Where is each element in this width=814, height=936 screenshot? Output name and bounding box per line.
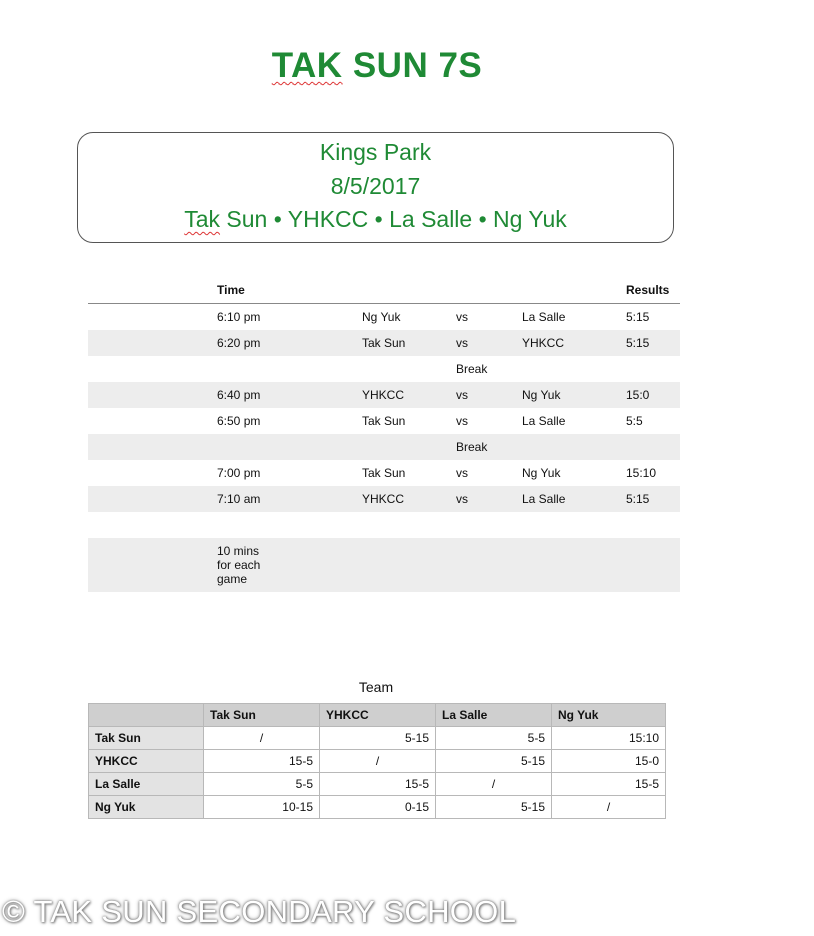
score-cell: /: [320, 750, 436, 773]
match-time: 7:00 pm: [217, 466, 261, 480]
document-title: [0, 46, 754, 86]
score-cell: 15-5: [552, 773, 666, 796]
match-result: 5:15: [626, 310, 650, 324]
matrix-corner: [89, 704, 204, 727]
home-team: Tak Sun: [362, 414, 406, 428]
column-header: La Salle: [436, 704, 552, 727]
break-row: [88, 434, 680, 460]
match-time: 6:40 pm: [217, 388, 261, 402]
copyright-watermark: © TAK SUN SECONDARY SCHOOL: [2, 894, 517, 929]
score-cell: 15-5: [204, 750, 320, 773]
home-team: YHKCC: [362, 492, 405, 506]
table-row: [88, 330, 680, 356]
match-time: 7:10 am: [217, 492, 261, 506]
matrix-header-row: [89, 704, 666, 727]
home-team: Tak Sun: [362, 466, 406, 480]
event-date: 8/5/2017: [330, 173, 421, 199]
home-team: Tak Sun: [362, 336, 406, 350]
schedule-header-row: [88, 278, 680, 304]
results-header: Results: [626, 283, 670, 297]
away-team: YHKCC: [522, 336, 565, 350]
match-time: 6:10 pm: [217, 310, 261, 324]
results-matrix: [88, 703, 666, 819]
row-header: Ng Yuk: [89, 796, 204, 819]
row-header: La Salle: [89, 773, 204, 796]
score-cell: 15:10: [552, 727, 666, 750]
table-row: [89, 750, 666, 773]
match-result: 15:0: [626, 388, 650, 402]
home-team: YHKCC: [362, 388, 405, 402]
title-underlined-word: TAK: [271, 46, 343, 85]
table-row: [89, 773, 666, 796]
score-cell: 10-15: [204, 796, 320, 819]
match-result: 5:15: [626, 492, 650, 506]
away-team: Ng Yuk: [522, 388, 561, 402]
empty-row: [88, 512, 680, 538]
table-row: [88, 486, 680, 512]
teams-rest: Sun • YHKCC • La Salle • Ng Yuk: [220, 206, 567, 232]
column-header: YHKCC: [320, 704, 436, 727]
table-row: [89, 796, 666, 819]
break-row: [88, 356, 680, 382]
schedule-table: [88, 278, 680, 592]
score-cell: /: [552, 796, 666, 819]
vs-label: vs: [456, 492, 468, 506]
away-team: La Salle: [522, 310, 566, 324]
score-cell: 15-5: [320, 773, 436, 796]
vs-label: vs: [456, 336, 468, 350]
note-row: [88, 538, 680, 592]
score-cell: 0-15: [320, 796, 436, 819]
table-row: [88, 382, 680, 408]
team-table-caption: Team: [358, 679, 394, 695]
teams-first-word: Tak: [184, 206, 221, 232]
vs-label: vs: [456, 310, 468, 324]
match-result: 5:15: [626, 336, 650, 350]
away-team: Ng Yuk: [522, 466, 561, 480]
away-team: La Salle: [522, 492, 566, 506]
vs-label: vs: [456, 388, 468, 402]
time-header: Time: [217, 283, 245, 297]
score-cell: 5-15: [436, 750, 552, 773]
game-duration-note: 10 mins for each game: [217, 544, 261, 586]
vs-label: vs: [456, 414, 468, 428]
score-cell: 5-15: [436, 796, 552, 819]
venue: Kings Park: [319, 139, 432, 165]
match-time: 6:50 pm: [217, 414, 261, 428]
teams-list: [78, 206, 673, 233]
score-cell: /: [204, 727, 320, 750]
table-row: [88, 304, 680, 330]
match-result: 15:10: [626, 466, 657, 480]
vs-label: vs: [456, 466, 468, 480]
score-cell: /: [436, 773, 552, 796]
break-label: Break: [456, 440, 488, 454]
score-cell: 15-0: [552, 750, 666, 773]
table-row: [88, 408, 680, 434]
title-rest: SUN 7S: [342, 46, 483, 85]
row-header: Tak Sun: [89, 727, 204, 750]
column-header: Tak Sun: [204, 704, 320, 727]
match-time: 6:20 pm: [217, 336, 261, 350]
row-header: YHKCC: [89, 750, 204, 773]
column-header: Ng Yuk: [552, 704, 666, 727]
score-cell: 5-15: [320, 727, 436, 750]
score-cell: 5-5: [436, 727, 552, 750]
table-row: [88, 460, 680, 486]
break-label: Break: [456, 362, 488, 376]
event-info-box: [77, 132, 674, 243]
home-team: Ng Yuk: [362, 310, 401, 324]
score-cell: 5-5: [204, 773, 320, 796]
away-team: La Salle: [522, 414, 566, 428]
table-row: [89, 727, 666, 750]
match-result: 5:5: [626, 414, 643, 428]
